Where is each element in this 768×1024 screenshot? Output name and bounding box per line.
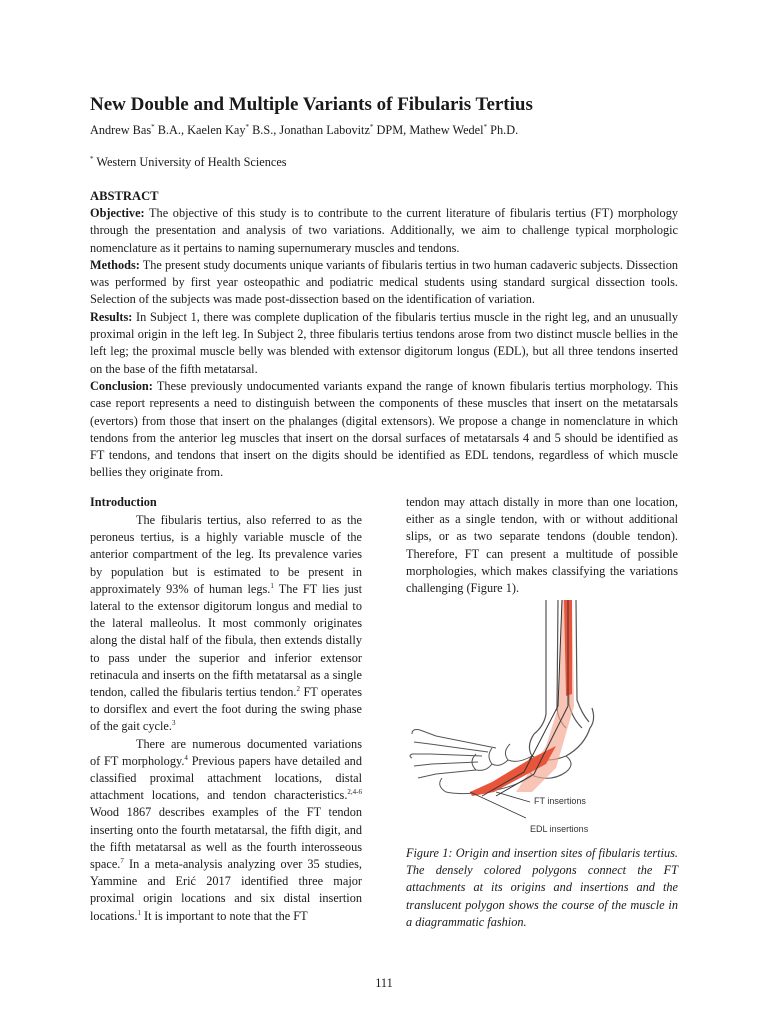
section-text: The objective of this study is to contribute to the current literature of fibularis tertius (FT) morphology through the presentation and analysis of two variations. Additionally, we aim to challenge typical morphologic nomenclature as it pertains to naming supernumerary muscles and tendons.	[90, 206, 678, 255]
metatarsal-bones	[430, 736, 532, 794]
abstract-conclusion	[90, 378, 678, 482]
author-list	[90, 122, 690, 138]
introduction-heading: Introduction	[90, 495, 157, 509]
citation: 1	[270, 581, 274, 590]
section-label: Results:	[90, 309, 133, 324]
citation: 3	[171, 719, 176, 728]
abstract-heading: ABSTRACT	[90, 189, 159, 203]
author-name: Jonathan Labovitz	[279, 123, 370, 137]
section-label: Methods:	[90, 257, 140, 272]
author-name: Andrew Bas	[90, 123, 152, 137]
author-mark: *	[369, 122, 374, 131]
abstract-objective	[90, 205, 678, 257]
citation: 7	[120, 856, 124, 865]
citation: 2,4-6	[347, 788, 362, 797]
intro-paragraph-3: tendon may attach distally in more than one location, either as a single tendon, with or without additional slips, or as two separate tendons (double tendon). Therefore, FT can present a multitude of possible morphologies, which makes classifying the variations challenging (Figure 1).	[406, 495, 678, 596]
intro-paragraph-2	[90, 736, 362, 925]
citation: 2	[296, 684, 300, 693]
text-run: It is important to note that the FT	[140, 908, 308, 923]
text-run: There are numerous documented variations of FT morphology.	[90, 736, 362, 768]
author-mark: *	[483, 122, 488, 131]
abstract-methods	[90, 257, 678, 309]
page-number: 111	[375, 976, 393, 990]
figure-caption: Figure 1: Origin and insertion sites of fibularis tertius. The densely colored polygons connect the FT attachments at its origins and insertions and the translucent polygon shows the course of the muscle in a diagrammatic fashion.	[406, 846, 678, 929]
author-degree: B.S.,	[249, 123, 280, 137]
affiliation-text: Western University of Health Sciences	[93, 155, 287, 169]
abstract-section	[90, 188, 678, 482]
author-degree: Ph.D.	[487, 123, 519, 137]
text-run: The fibularis tertius, also referred to as the peroneus tertius, is a highly variable muscle of the anterior compartment of the leg. Its prevalence varies by population but is estimated to be present in approximately 93% of human legs.	[90, 513, 362, 596]
ft-insertions-label: FT insertions	[534, 796, 586, 806]
edl-label-leader	[470, 792, 526, 818]
author-degree: DPM,	[373, 123, 410, 137]
text-run: The FT lies just lateral to the extensor digitorum longus and medial to the lateral malleolus. It most commonly originates along the distal half of the fibula, then extends distally to pass under the superior and inferior extensor retinacula and inserts on the fifth metatarsal as a single tendon, called the fibularis tertius tendon.	[90, 581, 362, 700]
figure-1	[406, 596, 678, 840]
section-text: In Subject 1, there was complete duplication of the fibularis tertius muscle in the right leg, and an unusually proximal origin in the left leg. In Subject 2, three fibularis tertius tendons arose from two distinct muscle bellies in the left leg; the proximal muscle belly was blended with extensor digitorum longus (EDL), but all three tendons inserted on the base of the fifth metatarsal.	[90, 309, 678, 376]
section-label: Objective:	[90, 206, 145, 220]
author-degree: B.A.,	[154, 123, 188, 137]
fibula-bone-edge	[576, 600, 589, 722]
affiliation-mark: *	[90, 154, 94, 163]
intro-paragraph-1	[90, 512, 362, 736]
affiliation	[90, 154, 690, 170]
section-label: Conclusion:	[90, 378, 153, 393]
section-text: The present study documents unique variants of fibularis tertius in two human cadaveric subjects. Dissection was performed by first year osteopathic and podiatric medical students using standard surgical dissection tools. Selection of the subjects was made post-dissection based on the identification of variation.	[90, 257, 678, 307]
foot-diagram	[406, 596, 678, 840]
left-column	[90, 494, 362, 925]
right-column	[406, 494, 678, 597]
author-name: Mathew Wedel	[409, 123, 484, 137]
edl-insertions-label: EDL insertions	[530, 824, 589, 834]
ft-label-leader	[496, 792, 530, 802]
citation: 4	[184, 753, 188, 762]
text-run: Wood 1867 describes examples of the FT tendon inserting onto the fourth metatarsal, the fifth digit, and the fifth metatarsal as well as the fourth interosseous space.	[90, 805, 362, 872]
section-text: These previously undocumented variants expand the range of known fibularis tertius morphology. This case report represents a need to distinguish between the components of these muscles that insert on the metatarsals (evertors) from those that insert on the phalanges (digital extensors). We propose a change in nomenclature in which tendons from the anterior leg muscles that insert on the dorsal surfaces of metatarsals 4 and 5 should be identified as FT tendons, and tendons that insert on the digits should be identified as EDL tendons, regardless of which muscle bellies they originate from.	[90, 378, 678, 480]
author-mark: *	[151, 122, 155, 131]
citation: 1	[137, 908, 141, 917]
tibia-bone	[534, 600, 546, 734]
paper-title: New Double and Multiple Variants of Fibularis Tertius	[90, 94, 533, 115]
text-run: FT operates to dorsiflex and evert the foot during the swing phase of the gait cycle.	[90, 685, 362, 734]
abstract-results	[90, 309, 678, 378]
author-name: Kaelen Kay	[187, 123, 246, 137]
text-run: In a meta-analysis analyzing over 35 studies, Yammine and Erić 2017 identified three major proximal origin locations and six distal insertion locations.	[90, 857, 362, 923]
author-mark: *	[245, 122, 249, 131]
text-run: Previous papers have detailed and classified proximal attachment locations, distal attachment locations, and tendon characteristics.	[90, 753, 362, 803]
